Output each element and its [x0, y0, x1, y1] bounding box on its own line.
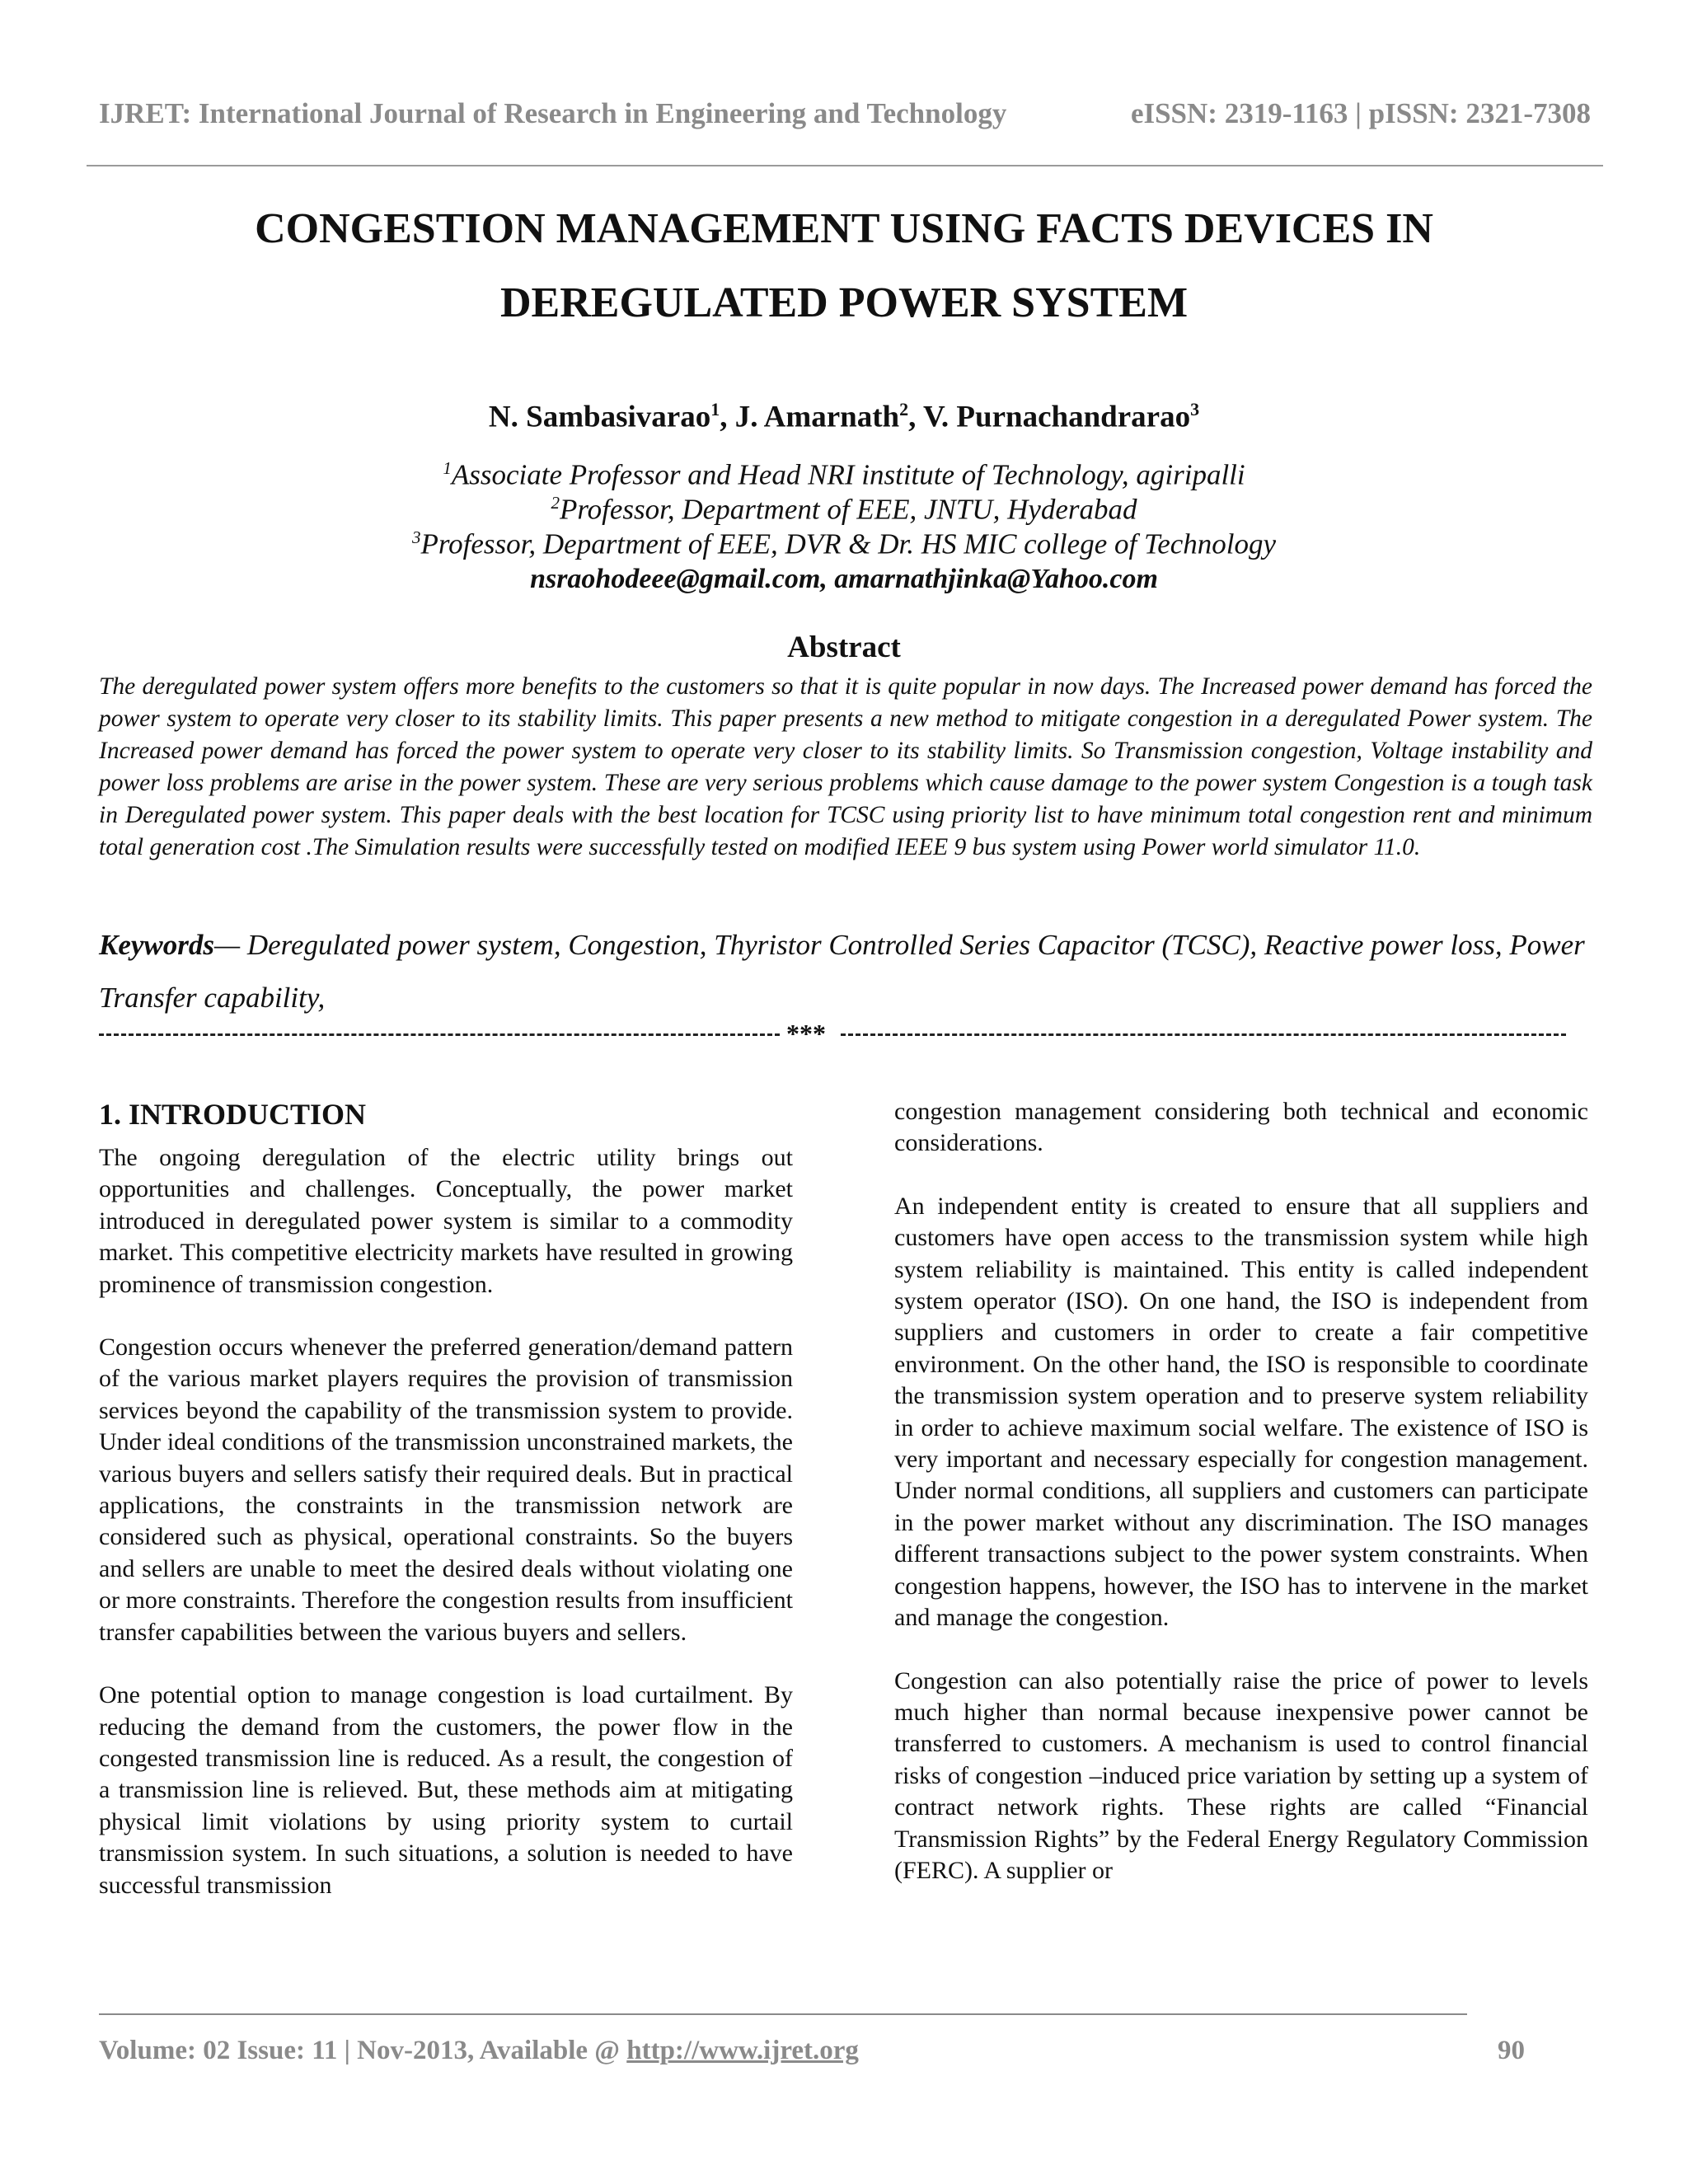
journal-name: IJRET: International Journal of Research in Engineering and Technology: [99, 97, 1007, 129]
divider-dashes-right: [841, 1033, 1566, 1036]
running-header: [99, 97, 1591, 130]
affiliation-line: [0, 527, 1688, 561]
section-heading: 1. INTRODUCTION: [99, 1098, 367, 1131]
left-column: [99, 1096, 793, 1933]
author-affiliation-mark: 3: [1190, 399, 1200, 419]
body-paragraph: Congestion can also potentially raise the price of power to levels much higher than normal because inexpensive power cannot be transferred to customers. A mechanism is used to control financial risks of congestion –induced price variation by setting up a system of contract network rights. These rights are called “Financial Transmission Rights” by the Federal Energy Regulatory Commission (FERC). A supplier or: [894, 1666, 1588, 1884]
author-separator: ,: [720, 400, 735, 434]
body-paragraph: An independent entity is created to ensure that all suppliers and customers have open access to the transmission system while high system reliability is maintained. This entity is called independent system operator (ISO). On one hand, the ISO is independent from suppliers and customers in order to create a fair competitive environment. On the other hand, the ISO is responsible to coordinate the transmission system operation and to preserve system reliability in order to achieve maximum social welfare. The existence of ISO is very important and necessary especially for congestion management. Under normal conditions, all suppliers and customers can participate in the power market without any discrimination. The ISO manages different transactions subject to the power system constraints. When congestion happens, however, the ISO has to intervene in the market and manage the congestion.: [894, 1192, 1588, 1632]
journal-link[interactable]: http://www.ijret.org: [626, 2036, 859, 2065]
author-name: N. Sambasivarao: [488, 400, 711, 434]
affiliation-line: [0, 493, 1688, 527]
body-paragraph: Congestion occurs whenever the preferred generation/demand pattern of the various market players requires the provision of transmission services beyond the capability of the transmission system to provide. Under ideal conditions of the transmission unconstrained markets, the various buyers and sellers satisfy their required deals. But in practical applications, the constraints in the transmission network are considered such as physical, operational constraints. So the buyers and sellers are unable to meet the desired deals without violating one or more constraints. Therefore the congestion results from insufficient transfer capabilities between the various buyers and sellers.: [99, 1333, 793, 1646]
affiliation-text: Professor, Department of EEE, JNTU, Hyderabad: [559, 493, 1137, 526]
affiliation-mark: 2: [551, 493, 560, 513]
volume-info: Volume: 02 Issue: 11 | Nov-2013, Available @: [99, 2036, 627, 2065]
footer-rule: [99, 2013, 1467, 2015]
author-list: [0, 399, 1688, 434]
paper-title-line-1: CONGESTION MANAGEMENT USING FACTS DEVICES IN: [255, 205, 1433, 252]
keywords-text: — Deregulated power system, Congestion, Thyristor Controlled Series Capacitor (TCSC), Reactive power loss, Power Transfer capability,: [99, 929, 1585, 1014]
affiliation-line: [0, 458, 1688, 492]
divider-dashes-left: [99, 1033, 780, 1036]
body-paragraph: congestion management considering both technical and economic considerations.: [894, 1098, 1588, 1157]
abstract-body: The deregulated power system offers more benefits to the customers so that it is quite popular in now days. The Increased power demand has forced the power system to operate very closer to its stability limits. This paper presents a new method to mitigate congestion in a deregulated Power system. The Increased power demand has forced the power system to operate very closer to its stability limits. So Transmission congestion, Voltage instability and power loss problems are arise in the power system. These are very serious problems which cause damage to the power system Congestion is a tough task in Deregulated power system. This paper deals with the best location for TCSC using priority list to have minimum total congestion rent and minimum total generation cost .The Simulation results were successfully tested on modified IEEE 9 bus system using Power world simulator 11.0.: [99, 673, 1592, 860]
body-paragraph: One potential option to manage congestion is load curtailment. By reducing the demand from the customers, the power flow in the congested transmission line is reduced. As a result, the congestion of a transmission line is relieved. But, these methods aim at mitigating physical limit violations by using priority system to curtail transmission system. In such situations, a solution is needed to have successful transmission: [99, 1681, 793, 1899]
keywords-label: Keywords: [99, 929, 214, 961]
issn-numbers: eISSN: 2319-1163 | pISSN: 2321-7308: [1130, 97, 1591, 129]
affiliation-text: Professor, Department of EEE, DVR & Dr. HS MIC college of Technology: [420, 527, 1277, 560]
author-affiliation-mark: 2: [899, 399, 909, 419]
affiliation-text: Associate Professor and Head NRI institute of Technology, agiripalli: [451, 458, 1245, 491]
affiliation-mark: 3: [411, 527, 421, 547]
author-affiliation-mark: 1: [710, 399, 720, 419]
author-separator: ,: [908, 400, 923, 434]
keywords: [99, 919, 1592, 1024]
right-column: [894, 1096, 1588, 1918]
header-rule: [87, 165, 1603, 166]
author-name: J. Amarnath: [734, 400, 900, 434]
footer-volume: [99, 2036, 859, 2066]
section-divider: [99, 1022, 1566, 1047]
author-name: V. Purnachandrarao: [922, 400, 1191, 434]
page-number: 90: [1498, 2036, 1525, 2065]
author-emails: nsraohodeee@gmail.com, amarnathjinka@Yahoo.com: [530, 564, 1158, 594]
divider-stars: ***: [786, 1022, 826, 1047]
abstract-heading: Abstract: [787, 630, 901, 664]
paper-title-line-2: DEREGULATED POWER SYSTEM: [499, 279, 1189, 326]
affiliation-mark: 1: [443, 458, 452, 478]
running-footer: [99, 2036, 1525, 2066]
body-paragraph: The ongoing deregulation of the electric utility brings out opportunities and challenges. Conceptually, the power market introduced in deregulated power system is similar to a commodity market. This competitive electricity markets have resulted in growing prominence of transmission congestion.: [99, 1144, 793, 1298]
